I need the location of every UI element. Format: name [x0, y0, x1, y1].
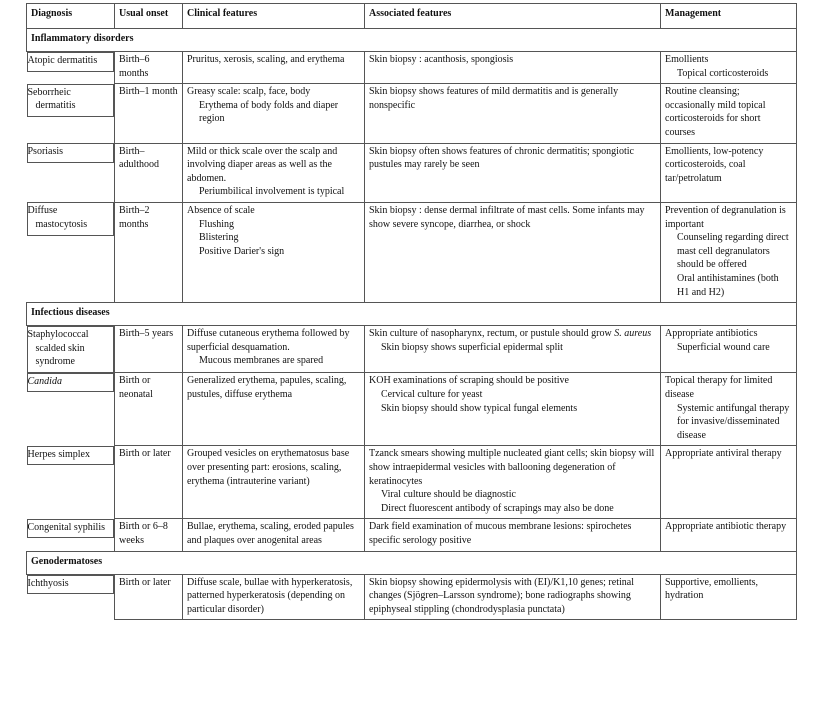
diagnosis-cell: Congenital syphilis [27, 519, 115, 539]
associated-cell [365, 84, 661, 143]
associated-cell [365, 574, 661, 620]
cell-line: Blistering [199, 232, 239, 244]
cell-line: Routine cleansing; occasionally mild topical corticosteroids for short courses [665, 86, 766, 138]
diagnosis-cell: Staphylococcal scalded skin syndrome [27, 326, 115, 373]
diagnosis-cell: Candida [27, 373, 115, 393]
associated-cell [365, 202, 661, 302]
cell-line: Systemic antifungal therapy for invasive/disseminated disease [677, 402, 790, 441]
table-row [27, 574, 797, 620]
table-row [27, 446, 797, 519]
section-row [27, 551, 797, 574]
cell-line: Flushing [199, 218, 235, 230]
clinical-cell [183, 143, 365, 202]
cell-line: Tzanck smears showing multiple nucleated giant cells; skin biopsy will show intraepidermal vesicles with ballooning degeneration of keratinocytes [369, 448, 655, 487]
diagnosis-cell: Atopic dermatitis [27, 52, 115, 72]
table-row [27, 519, 797, 551]
cell-line: Bullae, erythema, scaling, eroded papules and plaques over anogenital areas [187, 521, 354, 546]
table-row [27, 52, 797, 84]
onset-cell: Birth–2 months [115, 202, 183, 302]
cell-line: Supportive, emollients, hydration [665, 576, 759, 602]
associated-cell [365, 446, 661, 519]
header-row [27, 4, 797, 29]
cell-line: Periumbilical involvement is typical [199, 186, 345, 198]
cell-line: Appropriate antibiotics [665, 328, 758, 340]
table-body [27, 29, 797, 620]
cell-line: Skin biopsy : dense dermal infiltrate of mast cells. Some infants may show severe syncope, diarrhea, or shock [369, 204, 645, 230]
onset-cell: Birth or neonatal [115, 373, 183, 446]
table-row [27, 202, 797, 302]
diagnosis-cell: Diffuse mastocytosis [27, 202, 115, 235]
cell-line: Viral culture should be diagnostic [381, 489, 516, 501]
cell-line: Skin biopsy often shows features of chronic dermatitis; spongiotic pustules may rarely be seen [369, 145, 634, 171]
cell-line: Dark field examination of mucous membrane lesions: spirochetes specific serology positive [369, 521, 632, 546]
cell-line: Prevention of degranulation is important [665, 204, 786, 230]
associated-cell [365, 519, 661, 551]
column-header: Diagnosis [27, 4, 115, 29]
onset-cell: Birth–5 years [115, 326, 183, 373]
cell-line: Pruritus, xerosis, scaling, and erythema [187, 54, 345, 65]
clinical-cell [183, 202, 365, 302]
table-row [27, 84, 797, 143]
cell-line: Topical therapy for limited disease [665, 375, 773, 400]
management-cell [661, 326, 797, 373]
management-cell [661, 574, 797, 620]
clinical-cell [183, 373, 365, 446]
cell-line: Generalized erythema, papules, scaling, pustules, diffuse erythema [187, 375, 347, 400]
column-header: Clinical features [183, 4, 365, 29]
cell-line: Skin biopsy shows superficial epidermal split [381, 341, 563, 353]
column-header: Associated features [365, 4, 661, 29]
cell-line: Cervical culture for yeast [381, 388, 483, 400]
cell-line: Appropriate antiviral therapy [665, 448, 782, 460]
management-cell [661, 52, 797, 84]
onset-cell: Birth–1 month [115, 84, 183, 143]
clinical-cell [183, 326, 365, 373]
clinical-cell [183, 84, 365, 143]
management-cell [661, 84, 797, 143]
diagnosis-cell: Herpes simplex [27, 446, 115, 466]
cell-line: Emollients, low-potency corticosteroids, coal tar/petrolatum [665, 145, 764, 184]
associated-cell [365, 373, 661, 446]
onset-cell: Birth or 6–8 weeks [115, 519, 183, 551]
diagnosis-cell: Psoriasis [27, 143, 115, 163]
cell-line: Skin biopsy : acanthosis, spongiosis [369, 54, 514, 65]
cell-line: Emollients [665, 54, 709, 65]
cell-line: Skin culture of nasopharynx, rectum, or pustule should grow S. aureus [369, 328, 652, 340]
cell-line: Diffuse scale, bullae with hyperkeratosis, patterned hyperkeratosis (depending on particular disorder) [187, 576, 353, 615]
cell-line: Superficial wound care [677, 341, 770, 353]
associated-cell [365, 143, 661, 202]
clinical-cell [183, 446, 365, 519]
clinical-cell [183, 52, 365, 84]
onset-cell: Birth–6 months [115, 52, 183, 84]
cell-line: Absence of scale [187, 204, 255, 216]
diagnosis-cell: Ichthyosis [27, 575, 115, 595]
management-cell [661, 373, 797, 446]
section-row [27, 303, 797, 326]
column-header: Usual onset [115, 4, 183, 29]
onset-cell: Birth–adulthood [115, 143, 183, 202]
column-header: Management [661, 4, 797, 29]
section-row [27, 29, 797, 52]
cell-line: Appropriate antibiotic therapy [665, 521, 787, 533]
section-title: Inflammatory disorders [27, 29, 797, 52]
cell-line: Topical corticosteroids [677, 67, 769, 79]
diagnosis-cell: Seborrheic dermatitis [27, 84, 115, 117]
table-row [27, 326, 797, 373]
cell-line: Erythema of body folds and diaper region [199, 99, 339, 125]
cell-line: Skin biopsy should show typical fungal elements [381, 402, 578, 414]
table-container [26, 3, 796, 620]
management-cell [661, 519, 797, 551]
cell-line: Direct fluorescent antibody of scrapings may also be done [381, 502, 614, 514]
cell-line: Positive Darier's sign [199, 245, 285, 257]
organism-name: S. aureus [614, 328, 652, 340]
management-cell [661, 143, 797, 202]
section-title: Genodermatoses [27, 551, 797, 574]
section-title: Infectious diseases [27, 303, 797, 326]
management-cell [661, 446, 797, 519]
cell-line: Skin biopsy showing epidermolysis with (EI)/K1,10 genes; retinal changes (Sjögren–Larsson syndrome); bone radiographs showing epiphyseal stippling (chondrodysplasia punctata) [369, 576, 634, 615]
clinical-cell [183, 519, 365, 551]
onset-cell: Birth or later [115, 574, 183, 620]
cell-line: Grouped vesicles on erythematosus base over presenting part: erosions, scaling, erythema (intrauterine variant) [187, 448, 350, 487]
cell-line: Diffuse cutaneous erythema followed by superficial desquamation. [187, 328, 350, 353]
table-row [27, 373, 797, 446]
associated-cell [365, 52, 661, 84]
cell-line: Oral antihistamines (both H1 and H2) [677, 272, 779, 298]
differential-diagnosis-table [26, 3, 797, 620]
cell-line: Skin biopsy shows features of mild dermatitis and is generally nonspecific [369, 86, 619, 111]
associated-cell [365, 326, 661, 373]
cell-line: Counseling regarding direct mast cell degranulators should be offered [677, 232, 789, 271]
onset-cell: Birth or later [115, 446, 183, 519]
management-cell [661, 202, 797, 302]
cell-line: Mild or thick scale over the scalp and involving diaper areas as well as the abdomen. [187, 145, 338, 184]
cell-line: KOH examinations of scraping should be positive [369, 375, 569, 387]
table-row [27, 143, 797, 202]
cell-line: Mucous membranes are spared [199, 355, 324, 367]
cell-line: Greasy scale: scalp, face, body [187, 86, 311, 98]
clinical-cell [183, 574, 365, 620]
